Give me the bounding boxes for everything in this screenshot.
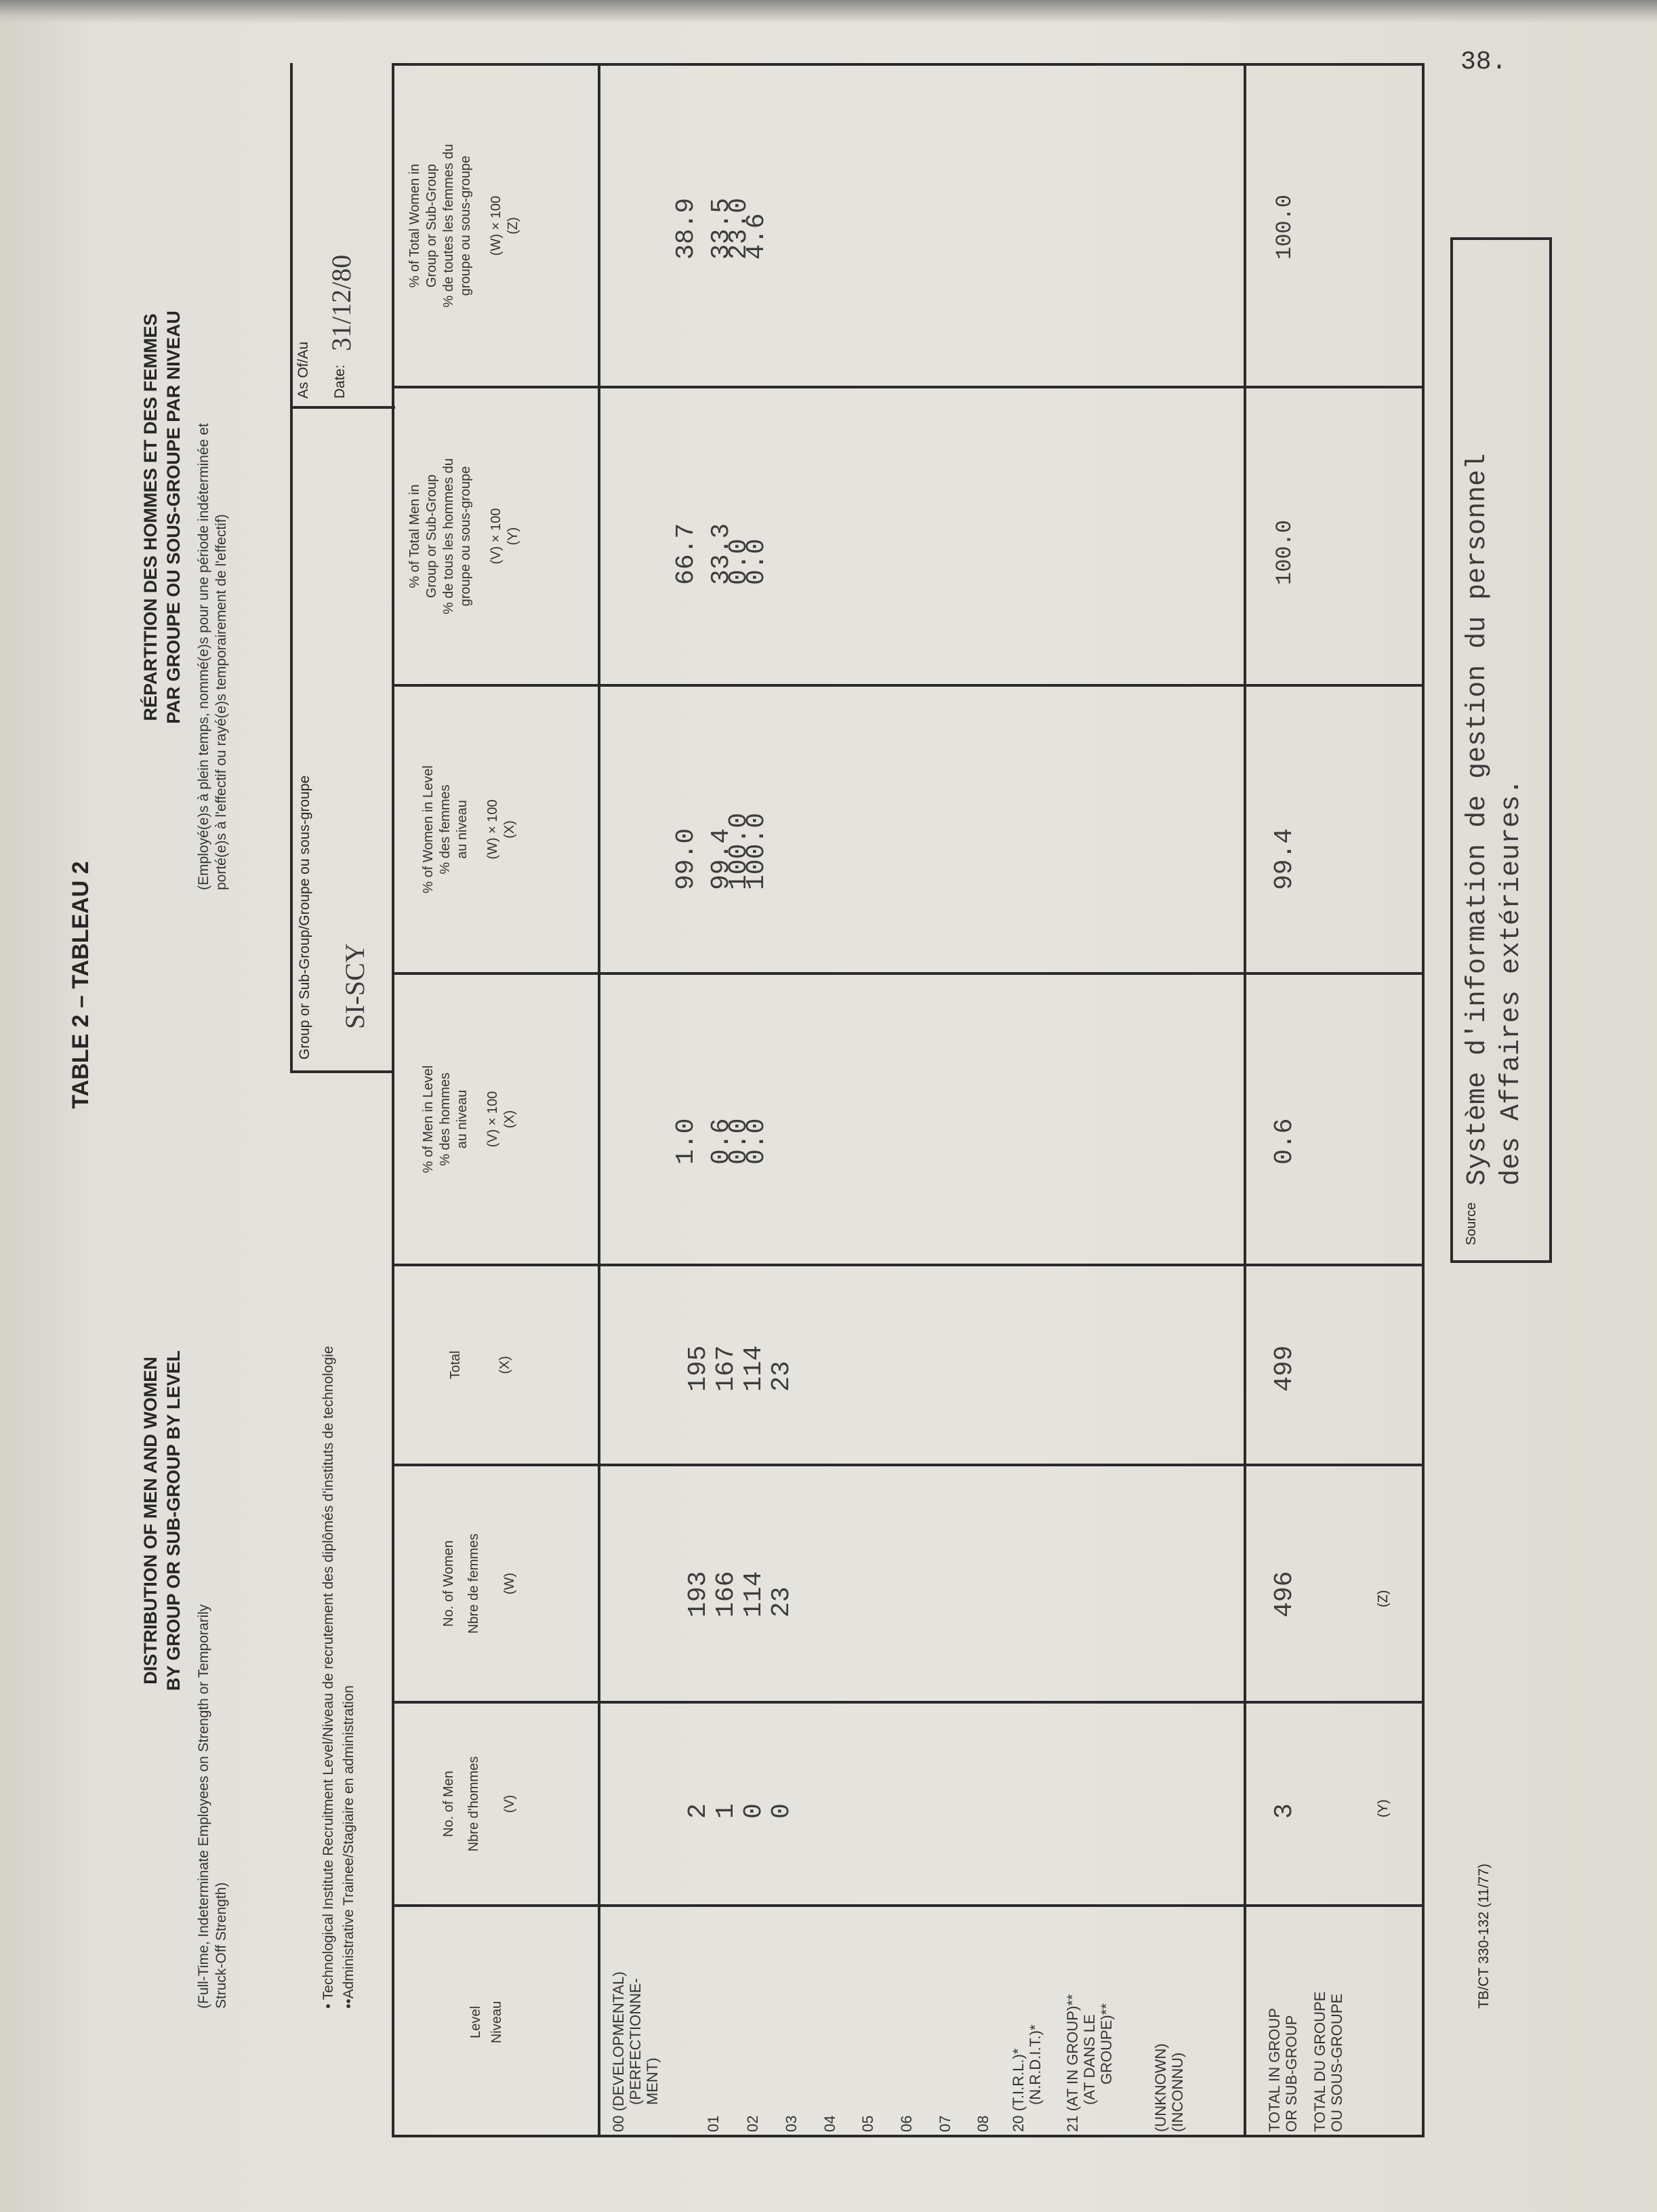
col-divider xyxy=(392,1904,1425,1907)
total-pct-women-group: 100.0 xyxy=(1272,194,1297,260)
level-04: 04 xyxy=(821,2115,838,2132)
source-label: Source xyxy=(1464,1202,1479,1245)
header-total: Total (X) xyxy=(448,1350,512,1380)
table-right-border xyxy=(392,63,1425,66)
source-box xyxy=(1450,237,1552,1263)
col-divider xyxy=(392,1701,1425,1704)
total-values: 195 167 114 23 xyxy=(684,1345,796,1392)
col-divider xyxy=(392,386,1425,388)
header-pct-men-level: % of Men in Level % des hommes au niveau (V) × 100 (X) xyxy=(421,1065,517,1173)
group-box-divider xyxy=(290,406,395,409)
level-03: 03 xyxy=(783,2115,800,2132)
level-08: 08 xyxy=(975,2115,991,2132)
col-divider xyxy=(392,1264,1425,1266)
level-07: 07 xyxy=(937,2115,954,2132)
men-values: 2 1 0 0 xyxy=(684,1803,796,1819)
total-pct-men-level: 0.6 xyxy=(1270,1118,1299,1165)
level-21: 21 (AT IN GROUP)** (AT DANS LE GROUPE)** xyxy=(1064,1994,1115,2132)
page-number: 38. xyxy=(1460,47,1507,77)
header-pct-women-group: % of Total Women in Group or Sub-Group % de toutes les femmes du groupe ou sous-groupe (W) × 100 (Z) xyxy=(407,144,520,308)
level-01: 01 xyxy=(705,2115,722,2132)
pct-women-group-values: 38.9 33.5 23.0 4.6 xyxy=(672,197,771,260)
level-unknown: (UNKNOWN) (INCONNU) xyxy=(1152,2043,1186,2132)
title-en: DISTRIBUTION OF MEN AND WOMEN BY GROUP OR SUB-GROUP BY LEVEL xyxy=(140,1350,184,1691)
level-00: 00 (DEVELOPMENTAL) (PERFECTIONNE- MENT) xyxy=(610,1971,661,2132)
form-code: TB/CT 330-132 (11/77) xyxy=(1476,1864,1492,2009)
title-fr: RÉPARTITION DES HOMMES ET DES FEMMES PAR GROUPE OU SOUS-GROUPE PAR NIVEAU xyxy=(140,310,184,724)
table-left-border xyxy=(392,2135,1425,2137)
pct-men-level-values: 1.0 0.6 0.0 0.0 xyxy=(672,1118,771,1165)
header-level: Level Niveau xyxy=(468,2000,504,2044)
total-men: 3 xyxy=(1270,1803,1299,1819)
women-values: 193 166 114 23 xyxy=(684,1571,796,1617)
total-pct-men-group: 100.0 xyxy=(1272,519,1297,585)
header-bottom-rule xyxy=(598,63,600,2137)
total-pct-women-level: 99.4 xyxy=(1270,828,1299,890)
header-men: No. of Men Nbre d'hommes (V) xyxy=(441,1756,517,1852)
pct-men-group-values: 66.7 33.3 0.0 0.0 xyxy=(672,523,771,585)
subtitle-fr: (Employé(e)s à plein temps, nommé(e)s pour une période indéterminée et porté(e)s à l'effectif ou rayé(e)s temporairement de l'effectif) xyxy=(196,423,229,890)
source-text: Système d'information de gestion du personnel des Affaires extérieures. xyxy=(1462,453,1527,1186)
level-05: 05 xyxy=(859,2115,876,2132)
group-box-top xyxy=(290,63,293,1073)
pct-women-level-values: 99.0 99.4 100.0 100.0 xyxy=(672,812,771,890)
group-label: Group or Sub-Group/Groupe ou sous-groupe xyxy=(297,775,312,1060)
col-divider xyxy=(392,972,1425,975)
col-divider xyxy=(392,684,1425,687)
level-06: 06 xyxy=(898,2115,915,2132)
total-women-symbol: (Z) xyxy=(1376,1590,1391,1607)
table-top-border xyxy=(392,63,394,2137)
col-divider xyxy=(392,1464,1425,1466)
table-title: TABLE 2 – TABLEAU 2 xyxy=(68,861,94,1109)
total-women: 496 xyxy=(1270,1571,1299,1617)
level-20: 20 (T.I.R.L.)* (N.R.D.I.T.)* xyxy=(1010,2024,1044,2132)
footnote-at: ••Administrative Trainee/Stagiaire en administration xyxy=(341,1685,356,2009)
totals-label-fr: TOTAL DU GROUPE OU SOUS-GROUPE xyxy=(1311,1991,1345,2132)
asof-label: As Of/Au xyxy=(295,341,311,399)
date-label: Date: xyxy=(332,364,348,399)
total-men-symbol: (Y) xyxy=(1376,1799,1391,1817)
table-bottom-border xyxy=(1422,63,1425,2137)
header-pct-men-group: % of Total Men in Group or Sub-Group % de tous les hommes du groupe ou sous-groupe (V) × 100 (Y) xyxy=(407,458,520,615)
group-box-left xyxy=(290,1070,392,1073)
subtitle-en: (Full-Time, Indeterminate Employees on Strength or Temporarily Struck-Off Strength) xyxy=(196,1604,229,2009)
group-value: SI-SCY xyxy=(340,943,370,1029)
date-value: 31/12/80 xyxy=(326,254,356,351)
header-women: No. of Women Nbre de femmes (W) xyxy=(441,1533,517,1634)
footnote-tirl: • Technological Institute Recruitment Level/Niveau de recrutement des diplômés d'instituts de technologie xyxy=(321,1346,336,2009)
total-all: 499 xyxy=(1270,1345,1299,1392)
totals-label-en: TOTAL IN GROUP OR SUB-GROUP xyxy=(1266,2008,1300,2132)
totals-top-rule xyxy=(1244,63,1246,2137)
header-pct-women-level: % of Women in Level % des femmes au niveau (W) × 100 (X) xyxy=(421,765,517,893)
level-02: 02 xyxy=(744,2115,761,2132)
